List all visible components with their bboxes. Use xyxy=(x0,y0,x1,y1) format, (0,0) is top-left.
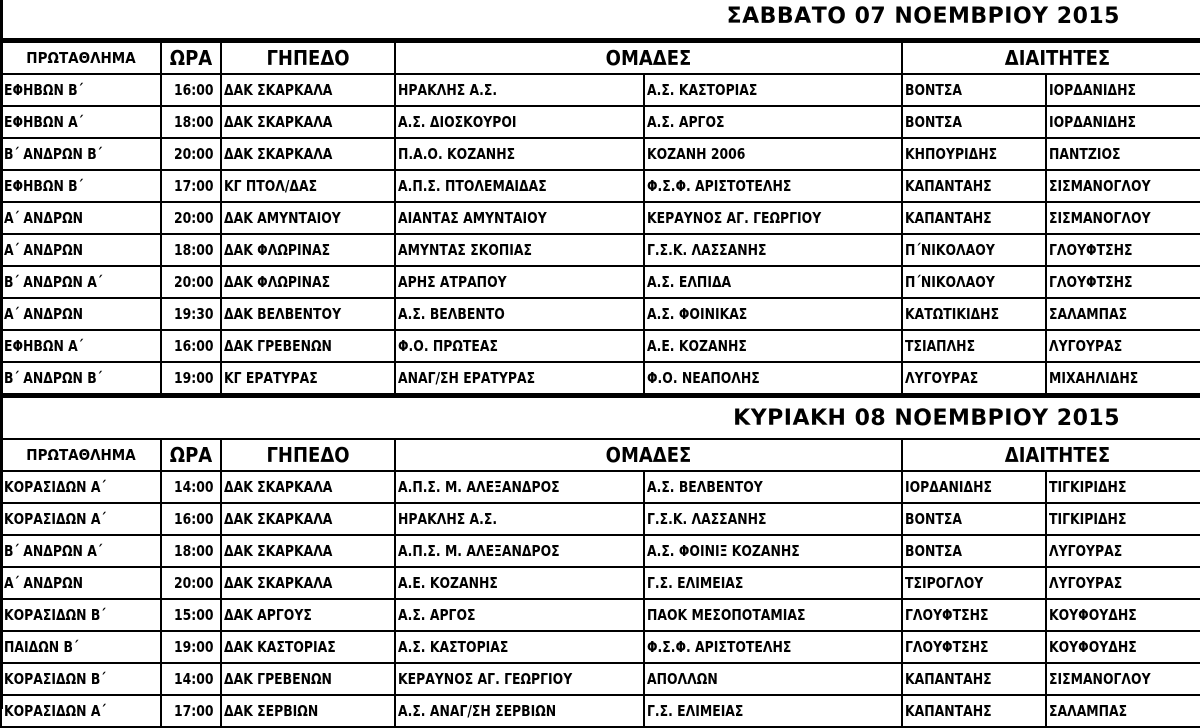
home-team-cell xyxy=(395,599,644,631)
referee-2-cell xyxy=(1046,503,1200,535)
venue-cell xyxy=(221,170,395,202)
venue-cell xyxy=(221,535,395,567)
table-row xyxy=(1,599,1200,631)
referee-1-text: ΤΣΙΡΟΓΛΟΥ xyxy=(905,574,984,592)
referee-2-cell xyxy=(1046,362,1200,394)
league-cell xyxy=(1,330,161,362)
referee-1-text: ΒΟΝΤΣΑ xyxy=(905,81,962,99)
away-team-text: Α.Σ. ΒΕΛΒΕΝΤΟΥ xyxy=(647,478,763,496)
time-cell xyxy=(161,106,221,138)
home-team-text: ΑΜΥΝΤΑΣ ΣΚΟΠΙΑΣ xyxy=(398,241,532,259)
table-row xyxy=(1,170,1200,202)
venue-header: ΓΗΠΕΔΟ xyxy=(221,42,395,74)
referee-2-cell xyxy=(1046,266,1200,298)
referee-2-text: ΛΥΓΟΥΡΑΣ xyxy=(1049,337,1123,355)
away-team-text: Γ.Σ. ΕΛΙΜΕΙΑΣ xyxy=(647,574,744,592)
home-team-text: Α.Σ. ΒΕΛΒΕΝΤΟ xyxy=(398,305,505,323)
table-row xyxy=(1,695,1200,727)
away-team-cell xyxy=(644,567,902,599)
home-team-text: Α.Σ. ΔΙΟΣΚΟΥΡΟΙ xyxy=(398,113,517,131)
away-team-text: Α.Σ. ΚΑΣΤΟΡΙΑΣ xyxy=(647,81,758,99)
league-text: ΚΟΡΑΣΙΔΩΝ Β΄ xyxy=(4,606,106,624)
time-text: 14:00 xyxy=(174,478,214,496)
home-team-cell xyxy=(395,471,644,503)
sunday-title: ΚΥΡΙΑΚΗ 08 ΝΟΕΜΒΡΙΟΥ 2015 xyxy=(0,395,1200,438)
league-cell xyxy=(1,202,161,234)
table-row xyxy=(1,138,1200,170)
home-team-cell xyxy=(395,266,644,298)
referee-1-cell xyxy=(902,362,1046,394)
referee-2-text: ΤΙΓΚΙΡΙΔΗΣ xyxy=(1049,478,1127,496)
league-text: Β΄ ΑΝΔΡΩΝ Β΄ xyxy=(4,145,103,163)
league-text: ΚΟΡΑΣΙΔΩΝ Β΄ xyxy=(4,670,106,688)
venue-text: ΔΑΚ ΦΛΩΡΙΝΑΣ xyxy=(224,241,331,259)
referee-2-cell xyxy=(1046,106,1200,138)
time-text: 19:00 xyxy=(174,638,214,656)
referee-1-text: ΚΑΠΑΝΤΑΗΣ xyxy=(905,670,992,688)
venue-cell xyxy=(221,631,395,663)
venue-text: ΔΑΚ ΦΛΩΡΙΝΑΣ xyxy=(224,273,331,291)
venue-cell xyxy=(221,330,395,362)
referee-1-cell xyxy=(902,330,1046,362)
home-team-text: Π.Α.Ο. ΚΟΖΑΝΗΣ xyxy=(398,145,516,163)
away-team-text: Α.Σ. ΦΟΙΝΙΚΑΣ xyxy=(647,305,748,323)
referee-1-text: ΚΑΠΑΝΤΑΗΣ xyxy=(905,177,992,195)
away-team-text: Α.Σ. ΑΡΓΟΣ xyxy=(647,113,725,131)
venue-text: ΔΑΚ ΣΚΑΡΚΑΛΑ xyxy=(224,478,333,496)
away-team-cell xyxy=(644,663,902,695)
home-team-text: Α.Σ. ΑΡΓΟΣ xyxy=(398,606,476,624)
referee-1-text: ΚΑΤΩΤΙΚΙΔΗΣ xyxy=(905,305,1000,323)
home-team-cell xyxy=(395,503,644,535)
table-row xyxy=(1,330,1200,362)
league-cell xyxy=(1,170,161,202)
venue-cell xyxy=(221,202,395,234)
time-cell xyxy=(161,631,221,663)
referee-2-cell xyxy=(1046,74,1200,106)
league-cell xyxy=(1,138,161,170)
venue-text: ΔΑΚ ΣΕΡΒΙΩΝ xyxy=(224,702,319,720)
referee-2-text: ΣΑΛΑΜΠΑΣ xyxy=(1049,702,1128,720)
away-team-cell xyxy=(644,695,902,727)
time-cell xyxy=(161,266,221,298)
league-header: ΠΡΩΤΑΘΛΗΜΑ xyxy=(1,439,161,471)
referee-1-cell xyxy=(902,535,1046,567)
away-team-cell xyxy=(644,138,902,170)
table-row xyxy=(1,298,1200,330)
referee-2-cell xyxy=(1046,695,1200,727)
league-text: ΚΟΡΑΣΙΔΩΝ Α΄ xyxy=(4,478,106,496)
referee-2-cell xyxy=(1046,631,1200,663)
referee-1-cell xyxy=(902,138,1046,170)
referee-1-cell xyxy=(902,74,1046,106)
referee-2-text: ΛΥΓΟΥΡΑΣ xyxy=(1049,574,1123,592)
referee-1-cell xyxy=(902,106,1046,138)
referee-2-text: ΓΛΟΥΦΤΣΗΣ xyxy=(1049,273,1133,291)
time-text: 18:00 xyxy=(174,241,214,259)
time-text: 18:00 xyxy=(174,542,214,560)
venue-text: ΔΑΚ ΣΚΑΡΚΑΛΑ xyxy=(224,81,333,99)
table-row xyxy=(1,663,1200,695)
referee-1-cell xyxy=(902,503,1046,535)
league-cell xyxy=(1,106,161,138)
table-row xyxy=(1,74,1200,106)
referee-1-text: ΙΟΡΔΑΝΙΔΗΣ xyxy=(905,478,992,496)
referee-1-cell xyxy=(902,695,1046,727)
referee-1-cell xyxy=(902,266,1046,298)
table-row xyxy=(1,631,1200,663)
referee-2-cell xyxy=(1046,535,1200,567)
referee-1-cell xyxy=(902,202,1046,234)
referee-1-text: ΒΟΝΤΣΑ xyxy=(905,510,962,528)
referee-2-text: ΙΟΡΔΑΝΙΔΗΣ xyxy=(1049,113,1136,131)
away-team-cell xyxy=(644,535,902,567)
saturday-rows xyxy=(1,74,1200,394)
home-team-text: Α.Π.Σ. Μ. ΑΛΕΞΑΝΔΡΟΣ xyxy=(398,478,560,496)
time-text: 20:00 xyxy=(174,209,214,227)
teams-header: ΟΜΑΔΕΣ xyxy=(395,439,902,471)
referee-2-text: ΣΙΣΜΑΝΟΓΛΟΥ xyxy=(1049,670,1151,688)
venue-cell xyxy=(221,471,395,503)
left-border-rule xyxy=(0,0,3,709)
referee-1-cell xyxy=(902,234,1046,266)
referee-2-text: ΓΛΟΥΦΤΣΗΣ xyxy=(1049,241,1133,259)
venue-cell xyxy=(221,567,395,599)
referee-2-cell xyxy=(1046,170,1200,202)
referee-2-cell xyxy=(1046,663,1200,695)
header-row xyxy=(1,439,1200,471)
referee-2-text: ΙΟΡΔΑΝΙΔΗΣ xyxy=(1049,81,1136,99)
referee-2-text: ΜΙΧΑΗΛΙΔΗΣ xyxy=(1049,369,1139,387)
league-cell xyxy=(1,695,161,727)
venue-text: ΔΑΚ ΣΚΑΡΚΑΛΑ xyxy=(224,510,333,528)
away-team-text: ΚΟΖΑΝΗ 2006 xyxy=(647,145,746,163)
league-cell xyxy=(1,74,161,106)
time-cell xyxy=(161,362,221,394)
referee-2-text: ΚΟΥΦΟΥΔΗΣ xyxy=(1049,606,1137,624)
referee-2-text: ΤΙΓΚΙΡΙΔΗΣ xyxy=(1049,510,1127,528)
referee-2-text: ΣΙΣΜΑΝΟΓΛΟΥ xyxy=(1049,177,1151,195)
away-team-text: Φ.Σ.Φ. ΑΡΙΣΤΟΤΕΛΗΣ xyxy=(647,638,792,656)
away-team-text: Α.Σ. ΕΛΠΙΔΑ xyxy=(647,273,732,291)
referee-2-cell xyxy=(1046,599,1200,631)
league-text: Β΄ ΑΝΔΡΩΝ Α΄ xyxy=(4,273,103,291)
time-text: 16:00 xyxy=(174,337,214,355)
saturday-title: ΣΑΒΒΑΤΟ 07 ΝΟΕΜΒΡΙΟΥ 2015 xyxy=(0,0,1200,41)
away-team-text: ΚΕΡΑΥΝΟΣ ΑΓ. ΓΕΩΡΓΙΟΥ xyxy=(647,209,822,227)
away-team-text: ΑΠΟΛΛΩΝ xyxy=(647,670,718,688)
referee-2-text: ΠΑΝΤΖΙΟΣ xyxy=(1049,145,1121,163)
away-team-text: Φ.Σ.Φ. ΑΡΙΣΤΟΤΕΛΗΣ xyxy=(647,177,792,195)
venue-cell xyxy=(221,695,395,727)
time-header: ΩΡΑ xyxy=(161,42,221,74)
home-team-cell xyxy=(395,138,644,170)
referee-1-cell xyxy=(902,599,1046,631)
league-text: ΕΦΗΒΩΝ Α΄ xyxy=(4,113,84,131)
table-row xyxy=(1,535,1200,567)
time-text: 18:00 xyxy=(174,113,214,131)
table-row xyxy=(1,106,1200,138)
time-cell xyxy=(161,298,221,330)
league-cell xyxy=(1,298,161,330)
home-team-cell xyxy=(395,202,644,234)
referee-1-cell xyxy=(902,298,1046,330)
away-team-cell xyxy=(644,234,902,266)
venue-cell xyxy=(221,74,395,106)
home-team-cell xyxy=(395,535,644,567)
venue-text: ΔΑΚ ΣΚΑΡΚΑΛΑ xyxy=(224,113,333,131)
time-cell xyxy=(161,471,221,503)
time-text: 14:00 xyxy=(174,670,214,688)
referees-header: ΔΙΑΙΤΗΤΕΣ xyxy=(902,42,1200,74)
referee-1-cell xyxy=(902,567,1046,599)
referees-header: ΔΙΑΙΤΗΤΕΣ xyxy=(902,439,1200,471)
time-text: 19:00 xyxy=(174,369,214,387)
home-team-cell xyxy=(395,695,644,727)
venue-cell xyxy=(221,266,395,298)
league-header: ΠΡΩΤΑΘΛΗΜΑ xyxy=(1,42,161,74)
time-cell xyxy=(161,74,221,106)
venue-cell xyxy=(221,503,395,535)
venue-text: ΚΓ ΕΡΑΤΥΡΑΣ xyxy=(224,369,318,387)
home-team-text: ΗΡΑΚΛΗΣ Α.Σ. xyxy=(398,81,498,99)
league-text: Β΄ ΑΝΔΡΩΝ Β΄ xyxy=(4,369,103,387)
time-text: 16:00 xyxy=(174,81,214,99)
league-text: Α΄ ΑΝΔΡΩΝ xyxy=(4,209,84,227)
home-team-cell xyxy=(395,362,644,394)
away-team-cell xyxy=(644,106,902,138)
home-team-text: Α.Π.Σ. ΠΤΟΛΕΜΑΙΔΑΣ xyxy=(398,177,547,195)
table-row xyxy=(1,234,1200,266)
league-cell xyxy=(1,567,161,599)
away-team-cell xyxy=(644,298,902,330)
header-row xyxy=(1,42,1200,74)
home-team-text: Φ.Ο. ΠΡΩΤΕΑΣ xyxy=(398,337,498,355)
time-cell xyxy=(161,234,221,266)
referee-2-text: ΚΟΥΦΟΥΔΗΣ xyxy=(1049,638,1137,656)
time-text: 19:30 xyxy=(174,305,214,323)
league-cell xyxy=(1,631,161,663)
table-row xyxy=(1,266,1200,298)
home-team-text: Α.Σ. ΚΑΣΤΟΡΙΑΣ xyxy=(398,638,509,656)
time-text: 15:00 xyxy=(174,606,214,624)
referee-2-cell xyxy=(1046,471,1200,503)
away-team-cell xyxy=(644,170,902,202)
referee-1-text: ΚΑΠΑΝΤΑΗΣ xyxy=(905,702,992,720)
league-text: Α΄ ΑΝΔΡΩΝ xyxy=(4,305,84,323)
time-cell xyxy=(161,567,221,599)
referee-2-cell xyxy=(1046,234,1200,266)
venue-cell xyxy=(221,599,395,631)
league-text: ΠΑΙΔΩΝ Β΄ xyxy=(4,638,79,656)
away-team-text: Γ.Σ.Κ. ΛΑΣΣΑΝΗΣ xyxy=(647,510,767,528)
home-team-text: Α.Σ. ΑΝΑΓ/ΣΗ ΣΕΡΒΙΩΝ xyxy=(398,702,557,720)
away-team-text: Γ.Σ.Κ. ΛΑΣΣΑΝΗΣ xyxy=(647,241,767,259)
venue-text: ΔΑΚ ΣΚΑΡΚΑΛΑ xyxy=(224,574,333,592)
home-team-text: Α.Ε. ΚΟΖΑΝΗΣ xyxy=(398,574,498,592)
time-cell xyxy=(161,202,221,234)
referee-1-cell xyxy=(902,663,1046,695)
venue-cell xyxy=(221,298,395,330)
home-team-text: ΗΡΑΚΛΗΣ Α.Σ. xyxy=(398,510,498,528)
league-cell xyxy=(1,599,161,631)
venue-text: ΔΑΚ ΣΚΑΡΚΑΛΑ xyxy=(224,145,333,163)
venue-text: ΔΑΚ ΒΕΛΒΕΝΤΟΥ xyxy=(224,305,342,323)
league-text: ΕΦΗΒΩΝ Β΄ xyxy=(4,177,84,195)
table-row xyxy=(1,362,1200,394)
venue-header: ΓΗΠΕΔΟ xyxy=(221,439,395,471)
sunday-rows xyxy=(1,471,1200,727)
home-team-cell xyxy=(395,298,644,330)
time-cell xyxy=(161,535,221,567)
league-cell xyxy=(1,663,161,695)
home-team-cell xyxy=(395,234,644,266)
time-cell xyxy=(161,330,221,362)
time-cell xyxy=(161,663,221,695)
venue-cell xyxy=(221,362,395,394)
referee-1-text: ΒΟΝΤΣΑ xyxy=(905,542,962,560)
home-team-cell xyxy=(395,170,644,202)
referee-2-cell xyxy=(1046,202,1200,234)
referee-2-cell xyxy=(1046,567,1200,599)
home-team-cell xyxy=(395,330,644,362)
time-header: ΩΡΑ xyxy=(161,439,221,471)
table-row xyxy=(1,471,1200,503)
league-cell xyxy=(1,535,161,567)
venue-text: ΚΓ ΠΤΟΛ/ΔΑΣ xyxy=(224,177,318,195)
home-team-cell xyxy=(395,74,644,106)
away-team-text: Γ.Σ. ΕΛΙΜΕΙΑΣ xyxy=(647,702,744,720)
referee-2-cell xyxy=(1046,330,1200,362)
away-team-text: Φ.Ο. ΝΕΑΠΟΛΗΣ xyxy=(647,369,760,387)
league-cell xyxy=(1,362,161,394)
teams-header: ΟΜΑΔΕΣ xyxy=(395,42,902,74)
table-row xyxy=(1,202,1200,234)
time-text: 17:00 xyxy=(174,177,214,195)
venue-cell xyxy=(221,106,395,138)
home-team-cell xyxy=(395,663,644,695)
time-cell xyxy=(161,170,221,202)
home-team-text: ΚΕΡΑΥΝΟΣ ΑΓ. ΓΕΩΡΓΙΟΥ xyxy=(398,670,573,688)
venue-cell xyxy=(221,663,395,695)
referee-1-text: ΓΛΟΥΦΤΣΗΣ xyxy=(905,606,989,624)
referee-2-text: ΣΑΛΑΜΠΑΣ xyxy=(1049,305,1128,323)
away-team-cell xyxy=(644,330,902,362)
away-team-cell xyxy=(644,266,902,298)
league-text: Α΄ ΑΝΔΡΩΝ xyxy=(4,574,84,592)
referee-1-text: ΛΥΓΟΥΡΑΣ xyxy=(905,369,979,387)
league-text: Α΄ ΑΝΔΡΩΝ xyxy=(4,241,84,259)
time-text: 20:00 xyxy=(174,145,214,163)
away-team-cell xyxy=(644,503,902,535)
league-text: ΕΦΗΒΩΝ Α΄ xyxy=(4,337,84,355)
away-team-text: Α.Ε. ΚΟΖΑΝΗΣ xyxy=(647,337,747,355)
referee-1-text: Π΄ΝΙΚΟΛΑΟΥ xyxy=(905,241,995,259)
referee-2-cell xyxy=(1046,138,1200,170)
away-team-cell xyxy=(644,471,902,503)
time-cell xyxy=(161,695,221,727)
away-team-text: Α.Σ. ΦΟΙΝΙΞ ΚΟΖΑΝΗΣ xyxy=(647,542,800,560)
venue-text: ΔΑΚ ΓΡΕΒΕΝΩΝ xyxy=(224,337,332,355)
venue-text: ΔΑΚ ΓΡΕΒΕΝΩΝ xyxy=(224,670,332,688)
saturday-table xyxy=(0,41,1200,395)
away-team-cell xyxy=(644,631,902,663)
away-team-cell xyxy=(644,362,902,394)
home-team-text: ΑΙΑΝΤΑΣ ΑΜΥΝΤΑΙΟΥ xyxy=(398,209,547,227)
referee-1-text: ΒΟΝΤΣΑ xyxy=(905,113,962,131)
referee-1-cell xyxy=(902,471,1046,503)
league-text: ΕΦΗΒΩΝ Β΄ xyxy=(4,81,84,99)
home-team-text: ΑΝΑΓ/ΣΗ ΕΡΑΤΥΡΑΣ xyxy=(398,369,536,387)
time-text: 17:00 xyxy=(174,702,214,720)
referee-2-cell xyxy=(1046,298,1200,330)
home-team-text: Α.Π.Σ. Μ. ΑΛΕΞΑΝΔΡΟΣ xyxy=(398,542,560,560)
league-cell xyxy=(1,234,161,266)
venue-text: ΔΑΚ ΚΑΣΤΟΡΙΑΣ xyxy=(224,638,336,656)
league-text: ΚΟΡΑΣΙΔΩΝ Α΄ xyxy=(4,702,106,720)
venue-cell xyxy=(221,138,395,170)
league-cell xyxy=(1,266,161,298)
home-team-cell xyxy=(395,631,644,663)
away-team-cell xyxy=(644,74,902,106)
referee-1-cell xyxy=(902,170,1046,202)
time-cell xyxy=(161,599,221,631)
referee-2-text: ΣΙΣΜΑΝΟΓΛΟΥ xyxy=(1049,209,1151,227)
time-text: 16:00 xyxy=(174,510,214,528)
home-team-cell xyxy=(395,567,644,599)
league-text: ΚΟΡΑΣΙΔΩΝ Α΄ xyxy=(4,510,106,528)
time-text: 20:00 xyxy=(174,273,214,291)
referee-1-text: Π΄ΝΙΚΟΛΑΟΥ xyxy=(905,273,995,291)
referee-1-cell xyxy=(902,631,1046,663)
home-team-cell xyxy=(395,106,644,138)
time-cell xyxy=(161,138,221,170)
referee-1-text: ΚΗΠΟΥΡΙΔΗΣ xyxy=(905,145,998,163)
table-row xyxy=(1,503,1200,535)
referee-1-text: ΓΛΟΥΦΤΣΗΣ xyxy=(905,638,989,656)
away-team-cell xyxy=(644,202,902,234)
away-team-text: ΠΑΟΚ ΜΕΣΟΠΟΤΑΜΙΑΣ xyxy=(647,606,806,624)
league-text: Β΄ ΑΝΔΡΩΝ Α΄ xyxy=(4,542,103,560)
table-row xyxy=(1,567,1200,599)
referee-1-text: ΚΑΠΑΝΤΑΗΣ xyxy=(905,209,992,227)
home-team-text: ΑΡΗΣ ΑΤΡΑΠΟΥ xyxy=(398,273,507,291)
venue-cell xyxy=(221,234,395,266)
venue-text: ΔΑΚ ΑΡΓΟΥΣ xyxy=(224,606,312,624)
league-cell xyxy=(1,471,161,503)
league-cell xyxy=(1,503,161,535)
time-text: 20:00 xyxy=(174,574,214,592)
away-team-cell xyxy=(644,599,902,631)
referee-1-text: ΤΣΙΑΠΛΗΣ xyxy=(905,337,976,355)
venue-text: ΔΑΚ ΣΚΑΡΚΑΛΑ xyxy=(224,542,333,560)
referee-2-text: ΛΥΓΟΥΡΑΣ xyxy=(1049,542,1123,560)
venue-text: ΔΑΚ ΑΜΥΝΤΑΙΟΥ xyxy=(224,209,341,227)
time-cell xyxy=(161,503,221,535)
sunday-table xyxy=(0,438,1200,728)
